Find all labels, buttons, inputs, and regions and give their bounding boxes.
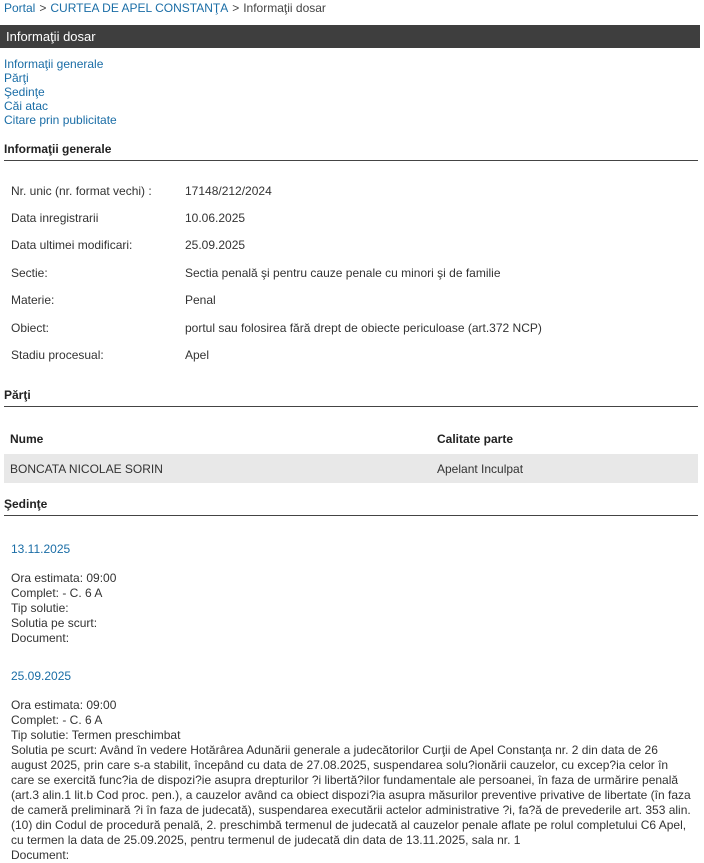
info-label: Obiect: bbox=[11, 320, 50, 335]
breadcrumb-portal-link[interactable]: Portal bbox=[4, 1, 36, 15]
info-label: Stadiu procesual: bbox=[11, 348, 104, 363]
section-heading-parti: Părţi bbox=[4, 388, 698, 407]
general-info-table bbox=[4, 177, 542, 369]
info-label: Materie: bbox=[11, 293, 55, 308]
session-document: Document: bbox=[11, 848, 70, 862]
party-role: Apelant Inculpat bbox=[431, 454, 698, 483]
session-ora: Ora estimata: 09:00 bbox=[11, 698, 117, 712]
info-label: Sectie: bbox=[11, 265, 48, 280]
session-item bbox=[11, 669, 691, 863]
session-tip-solutie: Tip solutie: bbox=[11, 601, 69, 615]
session-tip-solutie: Tip solutie: Termen preschimbat bbox=[11, 728, 181, 742]
breadcrumb-current: Informaţii dosar bbox=[243, 1, 326, 15]
parties-table bbox=[4, 424, 698, 483]
section-heading-general: Informaţii generale bbox=[4, 142, 698, 161]
info-label: Data ultimei modificari: bbox=[11, 238, 133, 253]
info-label: Nr. unic (nr. format vechi) : bbox=[11, 183, 152, 198]
nav-link-parti[interactable]: Părţi bbox=[4, 71, 29, 85]
breadcrumb-separator: > bbox=[39, 1, 47, 15]
table-header-row bbox=[4, 424, 698, 454]
session-ora: Ora estimata: 09:00 bbox=[11, 571, 117, 585]
nav-link-citare[interactable]: Citare prin publicitate bbox=[4, 113, 117, 127]
session-solutia: Solutia pe scurt: Având în vedere Hotărârea Adunării generale a judecătorilor Curţii de Apel Constanţa nr. 2 din data de 26 august 2025, prin care s-a stabilit, începând cu data de 27.08.2025, suspendarea solu?ionării cauzelor, cu excep?ia celor în care se exercită func?ia de dispozi?ie asupra drepturilor ?i libertă?ilor fundamentale ale persoanei, în faza de urmărire penală (art.3 alin.1 lit.b Cod proc. pen.), a cauzelor având ca obiect dispozi?ia asupra măsurilor preventive privative de libertate (în faza de cameră preliminară ?i în faza de judecată), suspendarea executării actelor administrative ?i, fa?ă de prevederile art. 353 alin. (10) din Codul de procedură penală, 2. preschimbă termenul de judecată al cauzelor penale aflate pe rolul completului C6 Apel, cu termen la data de 25.09.2025, pentru termenul de judecată din data de 13.11.2025, sala nr. 1 bbox=[11, 743, 691, 847]
info-value: Apel bbox=[185, 348, 210, 363]
column-header-nume: Nume bbox=[10, 432, 44, 446]
breadcrumb-separator: > bbox=[232, 1, 240, 15]
table-row bbox=[4, 454, 698, 483]
session-solutia: Solutia pe scurt: bbox=[11, 616, 98, 630]
section-heading-sedinte: Şedinţe bbox=[4, 497, 698, 516]
session-complet: Complet: - C. 6 A bbox=[11, 713, 103, 727]
session-date: 13.11.2025 bbox=[11, 542, 71, 556]
nav-link-cai-atac[interactable]: Căi atac bbox=[4, 99, 49, 113]
info-row bbox=[4, 232, 542, 259]
info-row bbox=[4, 341, 542, 368]
info-label: Data inregistrarii bbox=[11, 211, 99, 226]
info-value: 17148/212/2024 bbox=[185, 183, 272, 198]
info-row bbox=[4, 259, 542, 286]
nav-link-sedinte[interactable]: Şedinţe bbox=[4, 85, 45, 99]
info-row bbox=[4, 204, 542, 231]
info-row bbox=[4, 287, 542, 314]
party-name: BONCATA NICOLAE SORIN bbox=[4, 454, 431, 483]
info-value: 10.06.2025 bbox=[185, 211, 246, 226]
session-document: Document: bbox=[11, 631, 70, 645]
info-value: Penal bbox=[185, 293, 216, 308]
info-value: Sectia penală şi pentru cauze penale cu minori şi de familie bbox=[185, 265, 501, 280]
nav-link-general[interactable]: Informaţii generale bbox=[4, 57, 104, 71]
info-row bbox=[4, 314, 542, 341]
section-nav bbox=[4, 57, 117, 127]
info-row bbox=[4, 177, 542, 204]
column-header-calitate: Calitate parte bbox=[437, 432, 514, 446]
info-value: portul sau folosirea fără drept de obiecte periculoase (art.372 NCP) bbox=[185, 320, 542, 335]
page-title: Informaţii dosar bbox=[6, 29, 96, 44]
breadcrumb bbox=[4, 1, 326, 15]
session-date: 25.09.2025 bbox=[11, 669, 72, 683]
session-item bbox=[11, 542, 691, 646]
page-title-bar bbox=[0, 25, 700, 48]
breadcrumb-court-link[interactable]: CURTEA DE APEL CONSTANŢA bbox=[50, 1, 229, 15]
info-value: 25.09.2025 bbox=[185, 238, 246, 253]
session-complet: Complet: - C. 6 A bbox=[11, 586, 103, 600]
